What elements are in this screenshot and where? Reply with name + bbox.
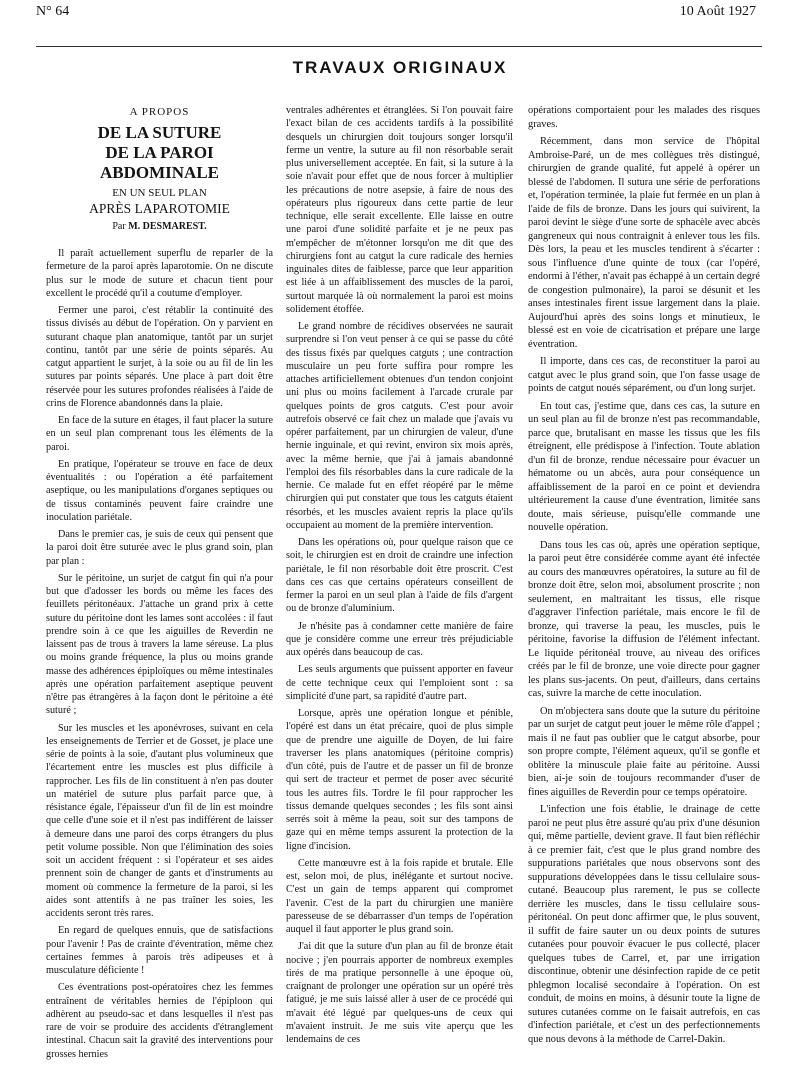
paragraph: En tout cas, j'estime que, dans ces cas, la suture en un seul plan au fil de bronze n'est pas recommandable, parce que, brutalisant en masse les tissus que les fils étreignent, elle prédispose à l'infection. Toute ablation d'un fil de bronze, rendue nécessaire pour évacuer un hématome ou un abcès, aura pour conséquence un affaiblissement de la paroi en ce point et deviendra ultérieurement la cause d'une éventration, limitée sans doute, mais sérieuse, puisqu'elle commande une nouvelle opération. — [528, 400, 760, 533]
issue-date: 10 Août 1927 — [679, 4, 756, 19]
paragraph: Sur le péritoine, un surjet de catgut fin qui n'a pour but que d'adosser les bords ou même les faces des feuillets péritonéaux. J'attache un grand prix à cette suture du péritoine dont les lames sont accolées : il faut prendre soin à ce que les aiguilles de Reverdin ne laissent pas de trous à travers la lame séreuse. La plus ou moins grande fréquence, la plus ou moins grande masse des adhérences épiploïques ou même intestinales après une opération parfaitement aseptique peuvent n'être pas étrangères à la façon dont le péritoine a été suturé ; — [46, 572, 273, 717]
byline-prefix: Par — [112, 220, 126, 232]
section-title: TRAVAUX ORIGINAUX — [292, 58, 508, 77]
article-subtitle-line-1: EN UN SEUL PLAN — [112, 187, 207, 200]
paragraph: Il paraît actuellement superflu de reparler de la fermeture de la paroi après laparotomie. On ne discute plus sur le mode de suture et chacun tient pour excellent le procédé qu'il a coutume d'employer. — [46, 248, 273, 299]
paragraph: Dans le premier cas, je suis de ceux qui pensent que la paroi doit être suturée avec le plus grand soin, plan par plan : — [46, 529, 273, 567]
paragraph: Lorsque, après une opération longue et pénible, l'opéré est dans un état précaire, quoi de plus simple que de prendre une aiguille de Doyen, de lui faire traverser les plans anatomiques (péritoine compris) d'un côté, puis de l'autre et de passer un fil de bronze qui sert de tracteur et permet de poser avec sécurité tous les autres fils. Tordre le fil pour rapprocher les tissus demande quelques secondes ; les fils sont ainsi serrés soit à même la peau, soit sur des tampons de gaze qui en même temps assurent la protection de la ligne d'incision. — [286, 708, 513, 852]
article-title-line-2: DE LA PAROI ABDOMINALE — [99, 143, 219, 183]
article-author: M. DESMAREST. — [128, 220, 207, 232]
column-3 — [528, 104, 760, 1046]
paragraph: Ces éventrations post-opératoires chez les femmes entraînent de véritables hernies de l'épiploon qui adhèrent au pseudo-sac et dans lesquelles il n'est pas rare de voir se produire des accidents d'étranglement intestinal. Chacun sait la gravité des interventions pour grosses hernies — [46, 982, 273, 1060]
paragraph: Je n'hésite pas à condamner cette manière de faire que je considère comme une erreur très préjudiciable aux opérés dans beaucoup de cas. — [286, 620, 513, 658]
article-pretitle: A PROPOS — [129, 106, 190, 118]
article-subtitle-line-2: APRÈS LAPAROTOMIE — [89, 200, 230, 216]
paragraph: opérations comportaient pour les malades des risques graves. — [528, 105, 760, 130]
column-1 — [46, 104, 273, 1061]
paragraph: Le grand nombre de récidives observées ne saurait surprendre si l'on veut penser à ce qui se passe du côté des tissus fixés par quelques catguts ; une contraction musculaire un peu forte suffira pour rompre les attaches artificiellement obtenues d'un tendon conjoint uni plus ou moins facilement à l'arcade crurale par quelques points de gros catguts. C'est pour avoir autrefois observé ce fait chez un malade que j'avais vu opérer parfaitement, par un chirurgien de valeur, d'une hernie inguinale, et qui revint, environ six mois après, avec la même hernie, que j'ai à jamais abandonné l'emploi des fils résorbables dans la cure radicale de la hernie. Ce malade fut en effet réopéré par le même chirurgien qui put constater que tous les catguts étaient résorbés, et les muscles avaient repris la place qu'ils occupaient au moment de la première intervention. — [286, 321, 513, 531]
column-2 — [286, 104, 513, 1046]
paragraph: ventrales adhérentes et étranglées. Si l'on pouvait faire l'exact bilan de ces accidents tardifs à la possibilité desquels un chirurgien doit toujours songer lorsqu'il ferme un ventre, la suture au fil non résorbable serait plus universellement acceptée. En fait, si la suture à la soie n'avait pour effet que de nous forcer à multiplier les précautions de notre asepsie, à faire de nous des opérateurs plus rigoureux dans cette partie de leur technique, elle serait excellente. Elle laisse en outre une paroi d'une solidité parfaite et je ne peux pas m'empêcher de m'étonner lorsqu'on me dit que des chirurgiens font au catgut la cure radicale des hernies inguinales dites de faiblesse, parce que leur apparition est liée à un affaiblissement des muscles de la paroi, surtout marquée là où normalement la paroi est moins solidement étoffée. — [286, 105, 513, 315]
paragraph: En face de la suture en étages, il faut placer la suture en un seul plan comprenant tous les éléments de la paroi. — [46, 415, 273, 453]
paragraph: Dans tous les cas où, après une opération septique, la paroi peut être considérée comme ayant été infectée au cours des manœuvres opératoires, la suture au fil de bronze doit être, selon moi, absolument proscrite ; non seulement, en maltraitant les tissus, elle risque d'aggraver l'infection pariétale, mais encore le fil de bronze, qui traverse la peau, les muscles, puis le péritoine, favorise la diffusion de l'élément infectant. Le liquide péritonéal trouve, au niveau des orifices créés par le fil de bronze, une voie directe pour gagner les plans sus-jacents. On peut, d'ailleurs, dans certains cas, suivre la marche de cette inoculation. — [528, 539, 760, 699]
paragraph: Il importe, dans ces cas, de reconstituer la paroi au catgut avec le plus grand soin, que l'on fasse usage de points de catgut noués séparément, ou d'un long surjet. — [528, 356, 760, 394]
paragraph: Les seuls arguments que puissent apporter en faveur de cette technique ceux qui l'emploient sont : sa simplicité d'une part, sa rapidité d'autre part. — [286, 664, 513, 702]
issue-number: N° 64 — [36, 4, 70, 19]
paragraph: On m'objectera sans doute que la suture du péritoine par un surjet de catgut peut jouer le même rôle d'appel ; mais il ne faut pas oublier que le catgut absorbe, pour son propre compte, l'élément aqueux, qu'il se gonfle et oblitère la minuscule plaie faite au péritoine. Aussi bien, ai-je soin de toujours recommander d'user de fines aiguilles de Reverdin pour ce temps opératoire. — [528, 705, 760, 798]
article-title-line-1: DE LA SUTURE — [97, 123, 222, 143]
article-heading — [46, 106, 273, 233]
paragraph: Sur les muscles et les aponévroses, suivant en cela les enseignements de Terrier et de Gosset, je place une série de points à la soie, d'autant plus volumineux que l'écartement entre les muscles est plus difficile à rapprocher. Les fils de lin constituent à n'en pas douter un matériel de suture plus parfait parce que, à résistance égale, l'épaisseur d'un fil de lin est moindre que celle d'une soie et il n'est pas indifférent de laisser à demeure dans une paroi des corps étrangers du plus petit volume possible. Non que l'élimination des soies soit un accident fréquent : si l'opérateur et ses aides prennent soin de changer de gants et d'instruments au moment où commence la fermeture de la paroi, si les aides sont attentifs à ne pas traîner les soies, les accidents seront très rares. — [46, 722, 273, 919]
paragraph: Cette manœuvre est à la fois rapide et brutale. Elle est, selon moi, de plus, inélégante et surtout nocive. C'est un gain de temps apparent qui compromet l'avenir. C'est de la part du chirurgien une manière paresseuse de se débarrasser d'un temps de l'opération auquel il faut apporter le plus grand soin. — [286, 857, 513, 935]
paragraph: J'ai dit que la suture d'un plan au fil de bronze était nocive ; j'en pourrais apporter de nombreux exemples tirés de ma pratique personnelle à une époque où, craignant de prolonger une opération sur un opéré très fatigué, je me suis laissé aller à user de ce procédé qui m'avait été légué par quelques-uns de ceux qui m'avaient instruit. Je me suis vite aperçu que les lendemains de ces — [286, 941, 513, 1045]
header-rule — [36, 46, 762, 47]
paragraph: Dans les opérations où, pour quelque raison que ce soit, le chirurgien est en droit de craindre une infection pariétale, le fil non résorbable doit être proscrit. C'est dans ces cas que certains opérateurs conseillent de fermer la paroi en un seul plan à l'aide de fils d'argent ou de bronze d'aluminium. — [286, 537, 513, 615]
paragraph: En pratique, l'opérateur se trouve en face de deux éventualités : ou l'opération a été parfaitement aseptique, ou les manipulations d'organes septiques ou de tissus contaminés peuvent faire craindre une inoculation pariétale. — [46, 458, 273, 523]
paragraph: Fermer une paroi, c'est rétablir la continuité des tissus divisés au début de l'opération. On y parvient en suturant chaque plan anatomique, tantôt par un surjet continu, tantôt par une série de points séparés. Au catgut appartient le surjet, à la soie ou au fil de lin les sutures par points séparés. Une place à part doit être réservée pour les sutures profondes réalisées à l'aide de crins de Florence abandonnés dans la plaie. — [46, 305, 273, 409]
paragraph: En regard de quelques ennuis, que de satisfactions pour l'avenir ! Pas de crainte d'éventration, même chez certaines femmes à parois très adipeuses et à musculature déficiente ! — [46, 925, 273, 976]
article-byline — [46, 220, 273, 233]
paragraph: L'infection une fois établie, le drainage de cette paroi ne peut plus être assuré qu'au prix d'une désunion qui, même partielle, devient grave. Il faut bien réfléchir à ce premier fait, c'est que le plus grand nombre des suppurations pariétales que nous observons sont des suppurations développées dans le tissu cellulaire sous-cutané. Beaucoup plus rarement, le pus se collecte derrière les muscles, dans le tissu cellulaire sous-péritonéal. On peut donc affirmer que, le plus souvent, il suffit de faire sauter un ou deux points de sutures cutanées pour pouvoir évacuer le pus collecté, placer quelques tubes de Carrel, et, par une irrigation discontinue, obtenir une désinfection rapide de ce petit phlegmon localisé secondaire à l'opération. On est conduit, de moins en moins, à désunir toute la ligne de sutures cutanées comme on le faisait autrefois, en cas d'infection pariétale, et c'est un des perfectionnements que nous devons à la méthode de Carrel-Dakin. — [528, 804, 760, 1045]
paragraph: Récemment, dans mon service de l'hôpital Ambroise-Paré, un de mes collègues très distingué, chirurgien de grande qualité, fut appelé à opérer un blessé de l'abdomen. Il sutura une série de perforations et, l'opération terminée, la plaie fut fermée en un plan à l'aide de fils de bronze. Dans les jours qui suivirent, la paroi devint le siège d'une sorte de sphacèle avec abcès gangreneux qui nous contraignit à enlever tous les fils. Dès lors, la peau et les muscles tendirent à s'écarter : sous l'influence d'une quinte de toux (car l'opéré, endormi à l'éther, n'avait pas échappé à un certain degré de congestion pulmonaire), la paroi se désunit et les anses intestinales firent issue largement dans la plaie. Aujourd'hui après des soins longs et minutieux, le blessé est en voie de cicatrisation et prépare une large éventration. — [528, 136, 760, 350]
